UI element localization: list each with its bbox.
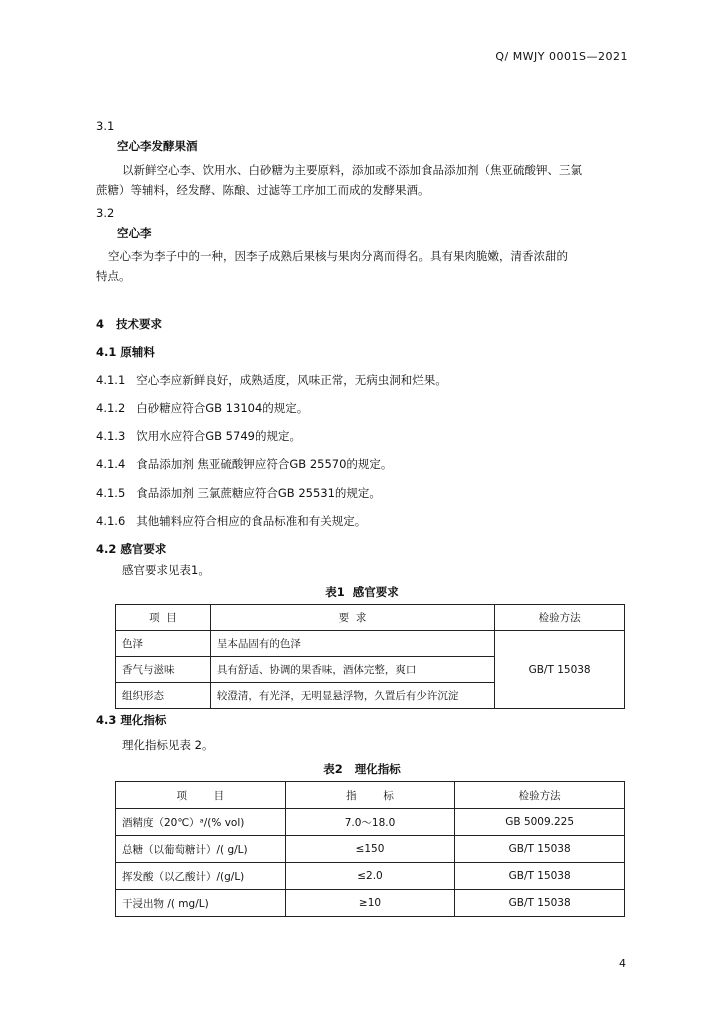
definition-3-2-line1: 空心李为李子中的一种，因李子成熟后果核与果肉分离而得名。具有果肉脆嫩，清香浓甜的 <box>108 249 568 263</box>
table1-cell-requirement: 呈本品固有的色泽 <box>210 631 494 657</box>
clause-4-1-1: 4.1.1 空心李应新鲜良好，成熟适度，风味正常，无病虫洞和烂果。 <box>96 373 447 387</box>
table-row <box>116 863 625 890</box>
section-4-3-title: 4.3 理化指标 <box>96 713 167 727</box>
table2-cell-value: 7.0～18.0 <box>285 809 455 836</box>
section-4-1-title: 4.1 原辅料 <box>96 345 155 359</box>
table1-cell-requirement: 较澄清，有光泽，无明显悬浮物，久置后有少许沉淀 <box>210 683 494 709</box>
table1-cell-item: 组织形态 <box>116 683 211 709</box>
section-4-3-intro: 理化指标见表 2。 <box>122 738 214 752</box>
table-row <box>116 809 625 836</box>
section-4-2-intro: 感官要求见表1。 <box>122 563 210 577</box>
table2-cell-method: GB/T 15038 <box>455 890 625 917</box>
term-3-1: 空心李发酵果酒 <box>117 139 198 153</box>
table2-header-value: 指 标 <box>285 782 455 809</box>
definition-3-2-line2: 特点。 <box>96 269 131 283</box>
table2-cell-method: GB/T 15038 <box>455 863 625 890</box>
table2-cell-item: 干浸出物 /( mg/L) <box>116 890 286 917</box>
table-row <box>116 836 625 863</box>
clause-4-1-2: 4.1.2 白砂糖应符合GB 13104的规定。 <box>96 401 309 415</box>
section-number-3-2: 3.2 <box>96 206 115 220</box>
clause-4-1-6: 4.1.6 其他辅料应符合相应的食品标准和有关规定。 <box>96 514 367 528</box>
table2-cell-value: ≤150 <box>285 836 455 863</box>
table2-cell-value: ≥10 <box>285 890 455 917</box>
table1-header-item: 项 目 <box>116 605 211 631</box>
table-row <box>116 631 625 657</box>
table1-header-requirement: 要 求 <box>210 605 494 631</box>
section-4-2-title: 4.2 感官要求 <box>96 542 167 556</box>
table2-caption: 表2 理化指标 <box>323 762 401 776</box>
table-row <box>116 890 625 917</box>
table2-cell-method: GB 5009.225 <box>455 809 625 836</box>
table2-header-item: 项 目 <box>116 782 286 809</box>
clause-4-1-3: 4.1.3 饮用水应符合GB 5749的规定。 <box>96 429 301 443</box>
section-4-title: 4 技术要求 <box>96 317 163 331</box>
table2-physicochemical <box>115 781 625 917</box>
table2-cell-method: GB/T 15038 <box>455 836 625 863</box>
clause-4-1-4: 4.1.4 食品添加剂 焦亚硫酸钾应符合GB 25570的规定。 <box>96 457 393 471</box>
table2-cell-value: ≤2.0 <box>285 863 455 890</box>
page-number: 4 <box>619 957 626 970</box>
table1-cell-requirement: 具有舒适、协调的果香味，酒体完整，爽口 <box>210 657 494 683</box>
table2-cell-item: 总糖（以葡萄糖计）/( g/L) <box>116 836 286 863</box>
term-3-2: 空心李 <box>117 226 152 240</box>
table1-header-row <box>116 605 625 631</box>
definition-3-1-line1: 以新鲜空心李、饮用水、白砂糖为主要原料，添加或不添加食品添加剂（焦亚硫酸钾、三氯 <box>122 163 582 177</box>
table1-cell-item: 色泽 <box>116 631 211 657</box>
table2-header-method: 检验方法 <box>455 782 625 809</box>
clause-4-1-5: 4.1.5 食品添加剂 三氯蔗糖应符合GB 25531的规定。 <box>96 486 381 500</box>
table2-cell-item: 酒精度（20℃）ᵃ/(% vol) <box>116 809 286 836</box>
table1-header-method: 检验方法 <box>495 605 625 631</box>
table1-sensory <box>115 604 625 709</box>
standard-code-header: Q/ MWJY 0001S—2021 <box>495 50 628 63</box>
section-number-3-1: 3.1 <box>96 119 115 133</box>
table1-cell-item: 香气与滋味 <box>116 657 211 683</box>
table2-cell-item: 挥发酸（以乙酸计）/(g/L) <box>116 863 286 890</box>
table1-cell-method: GB/T 15038 <box>495 631 625 709</box>
table1-caption: 表1 感官要求 <box>325 585 399 599</box>
table2-header-row <box>116 782 625 809</box>
definition-3-1-line2: 蔗糖）等辅料，经发酵、陈酿、过滤等工序加工而成的发酵果酒。 <box>96 183 430 197</box>
